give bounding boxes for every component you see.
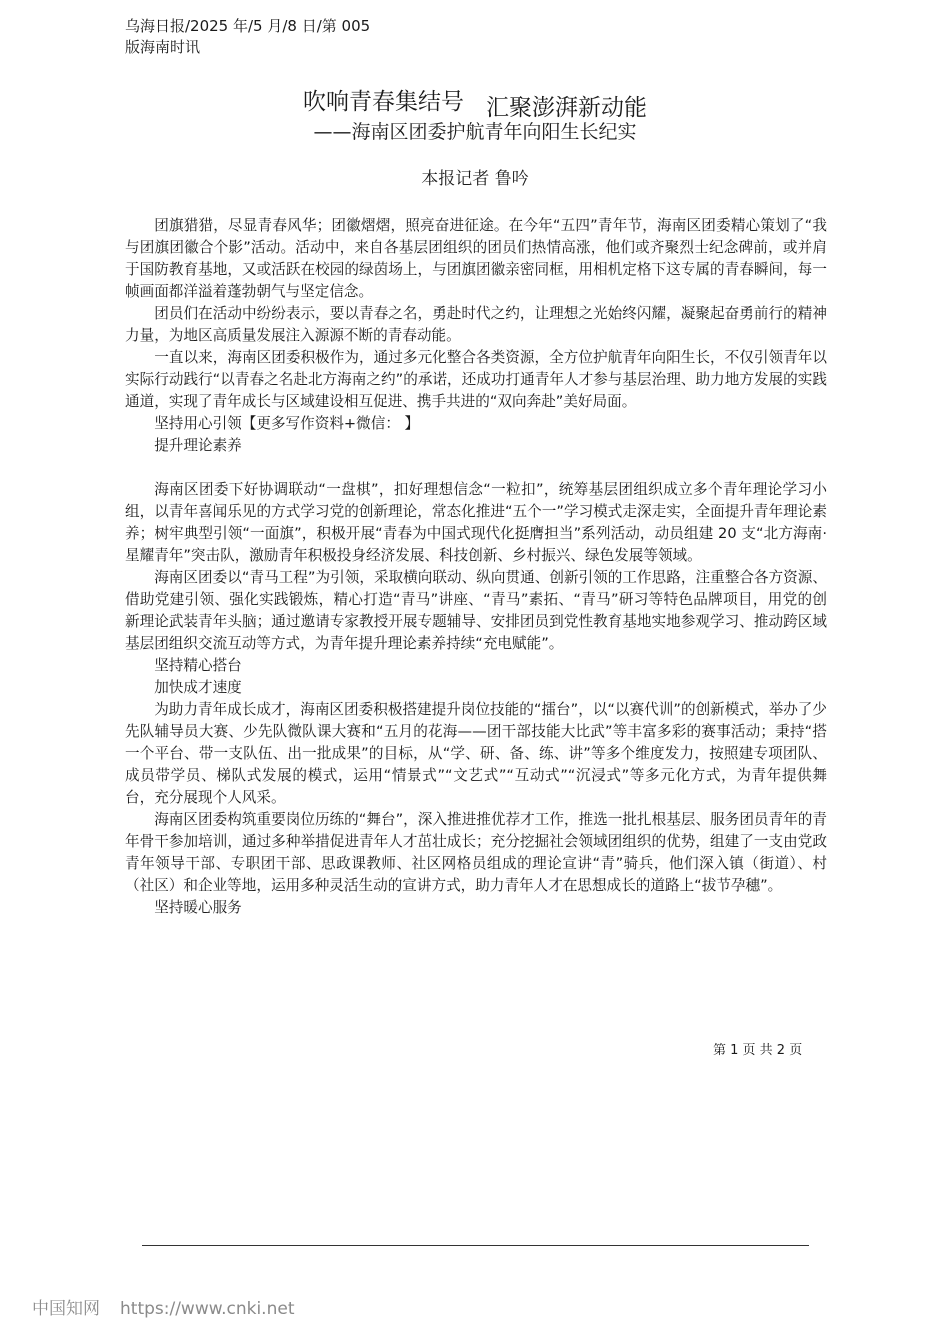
paragraph: 团员们在活动中纷纷表示，要以青春之名，勇赴时代之约，让理想之光始终闪耀，凝聚起奋勇前行的精神力量，为地区高质量发展注入源源不断的青春动能。 [125,305,827,344]
paragraph: 一直以来，海南区团委积极作为，通过多元化整合各类资源，全方位护航青年向阳生长，不仅引领青年以实际行动践行“以青春之名赴北方海南之约”的承诺，还成功打通青年人才参与基层治理、助力地方发展的实践通道，实现了青年成长与区域建设相互促进、携手共进的“双向奔赴”美好局面。 [125,349,827,410]
section-heading: 坚持暖心服务 [154,899,242,916]
section-line: 版海南时讯 [125,38,201,56]
footer-watermark [32,1294,294,1319]
article-meta [125,16,370,58]
footer-divider [142,1245,809,1246]
paragraph: 团旗猎猎，尽显青春风华；团徽熠熠，照亮奋进征途。在今年“五四”青年节，海南区团委精心策划了“我与团旗团徽合个影”活动。活动中，来自各基层团组织的团员们热情高涨，他们或齐聚烈士纪念碑前，或并肩于国防教育基地，又或活跃在校园的绿茵场上，与团旗团徽亲密同框，用相机定格下这专属的青春瞬间，每一帧画面都洋溢着蓬勃朝气与坚定信念。 [125,217,827,300]
article-subtitle: ——海南区团委护航青年向阳生长纪实 [313,121,637,143]
section-heading: 坚持用心引领【更多写作资料+微信： 】 [154,415,420,432]
title-part-2: 汇聚澎湃新动能 [486,95,647,121]
author-line: 本报记者 鲁吟 [421,169,529,189]
paragraph: 海南区团委以“青马工程”为引领，采取横向联动、纵向贯通、创新引领的工作思路，注重整合各方资源、借助党建引领、强化实践锻炼，精心打造“青马”讲座、“青马”素拓、“青马”研习等特色品牌项目，用党的创新理论武装青年头脑；通过邀请专家教授开展专题辅导、安排团员到党性教育基地实地参观学习、推动跨区域基层团组织交流互动等方式，为青年提升理论素养持续“充电赋能”。 [125,569,827,652]
title-part-1: 吹响青春集结号 [303,89,464,115]
section-heading: 提升理论素养 [154,437,242,454]
cnki-logo-text: 中国知网 [32,1299,100,1319]
page-indicator: 第 1 页 共 2 页 [713,1043,803,1058]
paragraph: 海南区团委下好协调联动“一盘棋”，扣好理想信念“一粒扣”，统筹基层团组织成立多个青年理论学习小组，以青年喜闻乐见的方式学习党的创新理论，常态化推进“五个一”学习模式走深走实，全面提升青年理论素养；树牢典型引领“一面旗”，积极开展“青春为中国式现代化挺膺担当”系列活动，动员组建 20 支“北方海南·星耀青年”突击队，激励青年积极投身经济发展、科技创新、乡村振兴、绿色发展等领域。 [125,481,827,564]
paragraph: 为助力青年成长成才，海南区团委积极搭建提升岗位技能的“擂台”，以“以赛代训”的创新模式，举办了少先队辅导员大赛、少先队微队课大赛和“五月的花海——团干部技能大比武”等丰富多彩的赛事活动；秉持“搭一个平台、带一支队伍、出一批成果”的目标，从“学、研、备、练、讲”等多个维度发力，按照建专项团队、成员带学员、梯队式发展的模式，运用“情景式”“文艺式”“互动式”“沉浸式”等多元化方式，为青年提供舞台，充分展现个人风采。 [125,701,827,806]
paragraph: 海南区团委构筑重要岗位历练的“舞台”，深入推进推优荐才工作，推选一批扎根基层、服务团员青年的青年骨干参加培训，通过多种举措促进青年人才茁壮成长；充分挖掘社会领域团组织的优势，组建了一支由党政青年领导干部、专职团干部、思政课教师、社区网格员组成的理论宣讲“青”骑兵，他们深入镇（街道）、村（社区）和企业等地，运用多种灵活生动的宣讲方式，助力青年人才在思想成长的道路上“拔节孕穗”。 [125,811,827,894]
article-body [125,215,827,919]
cnki-url[interactable]: https://www.cnki.net [120,1299,295,1319]
source-line: 乌海日报/2025 年/5 月/8 日/第 005 [125,17,371,35]
article-title [0,86,950,121]
section-heading: 坚持精心搭台 [154,657,242,674]
section-heading: 加快成才速度 [154,679,242,696]
